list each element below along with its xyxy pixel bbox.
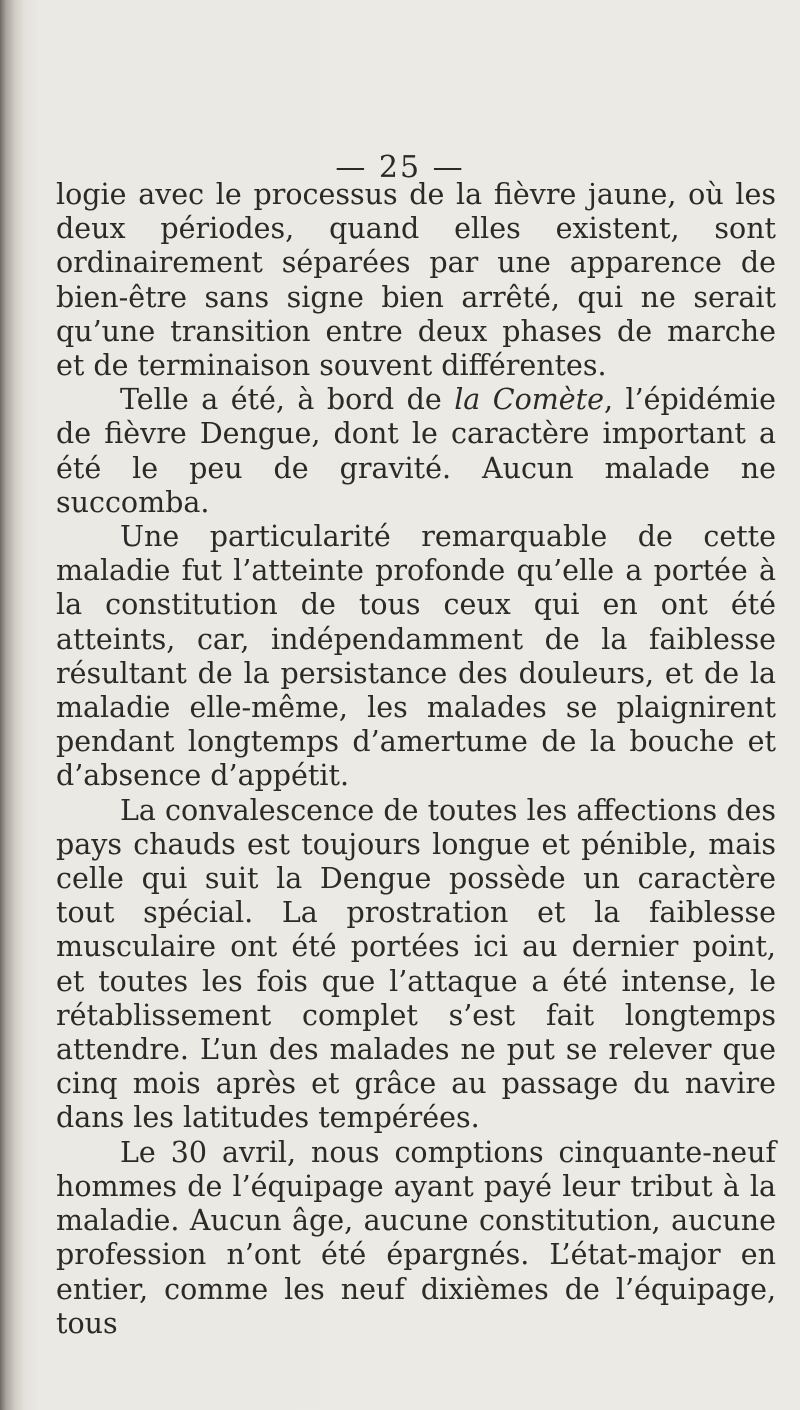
paragraph-4: La convalescence de toutes les affections des pays chauds est toujours longue et pénible, mais celle qui suit la Dengue possède un caractère tout spécial. La prostration et la faiblesse musculaire ont été portées ici au dernier point, et toutes les fois que l’attaque a été intense, le rétablissement complet s’est fait longtemps attendre. L’un des malades ne put se relever que cinq mois après et grâce au passage du navire dans les latitudes tempérées.	[56, 793, 776, 1135]
paragraph-5: Le 30 avril, nous comptions cinquante-neuf hommes de l’équipage ayant payé leur tribut à la maladie. Aucun âge, aucune constitution, aucune profession n’ont été épargnés. L’état-major en entier, comme les neuf dixièmes de l’équipage, tous	[56, 1135, 776, 1340]
ship-name: la Comète	[454, 383, 604, 417]
paragraph-1: logie avec le processus de la fièvre jaune, où les deux périodes, quand elles existent, sont ordinairement séparées par une apparence de bien-être sans signe bien arrêté, qui ne serait qu’une transition entre deux phases de marche et de terminaison souvent différentes.	[56, 178, 776, 383]
body-text	[56, 178, 776, 1341]
page-number: — 25 —	[335, 150, 465, 185]
paragraph-2: Telle a été, à bord de la Comète, l’épidémie de fièvre Dengue, dont le caractère important a été le peu de gravité. Aucun malade ne succomba.	[56, 383, 776, 519]
paragraph-3: Une particularité remarquable de cette maladie fut l’atteinte profonde qu’elle a portée à la constitution de tous ceux qui en ont été atteints, car, indépendamment de la faiblesse résultant de la persistance des douleurs, et de la maladie elle-même, les malades se plaignirent pendant longtemps d’amertume de la bouche et d’absence d’appétit.	[56, 520, 776, 793]
book-spine-shadow	[0, 0, 24, 1410]
